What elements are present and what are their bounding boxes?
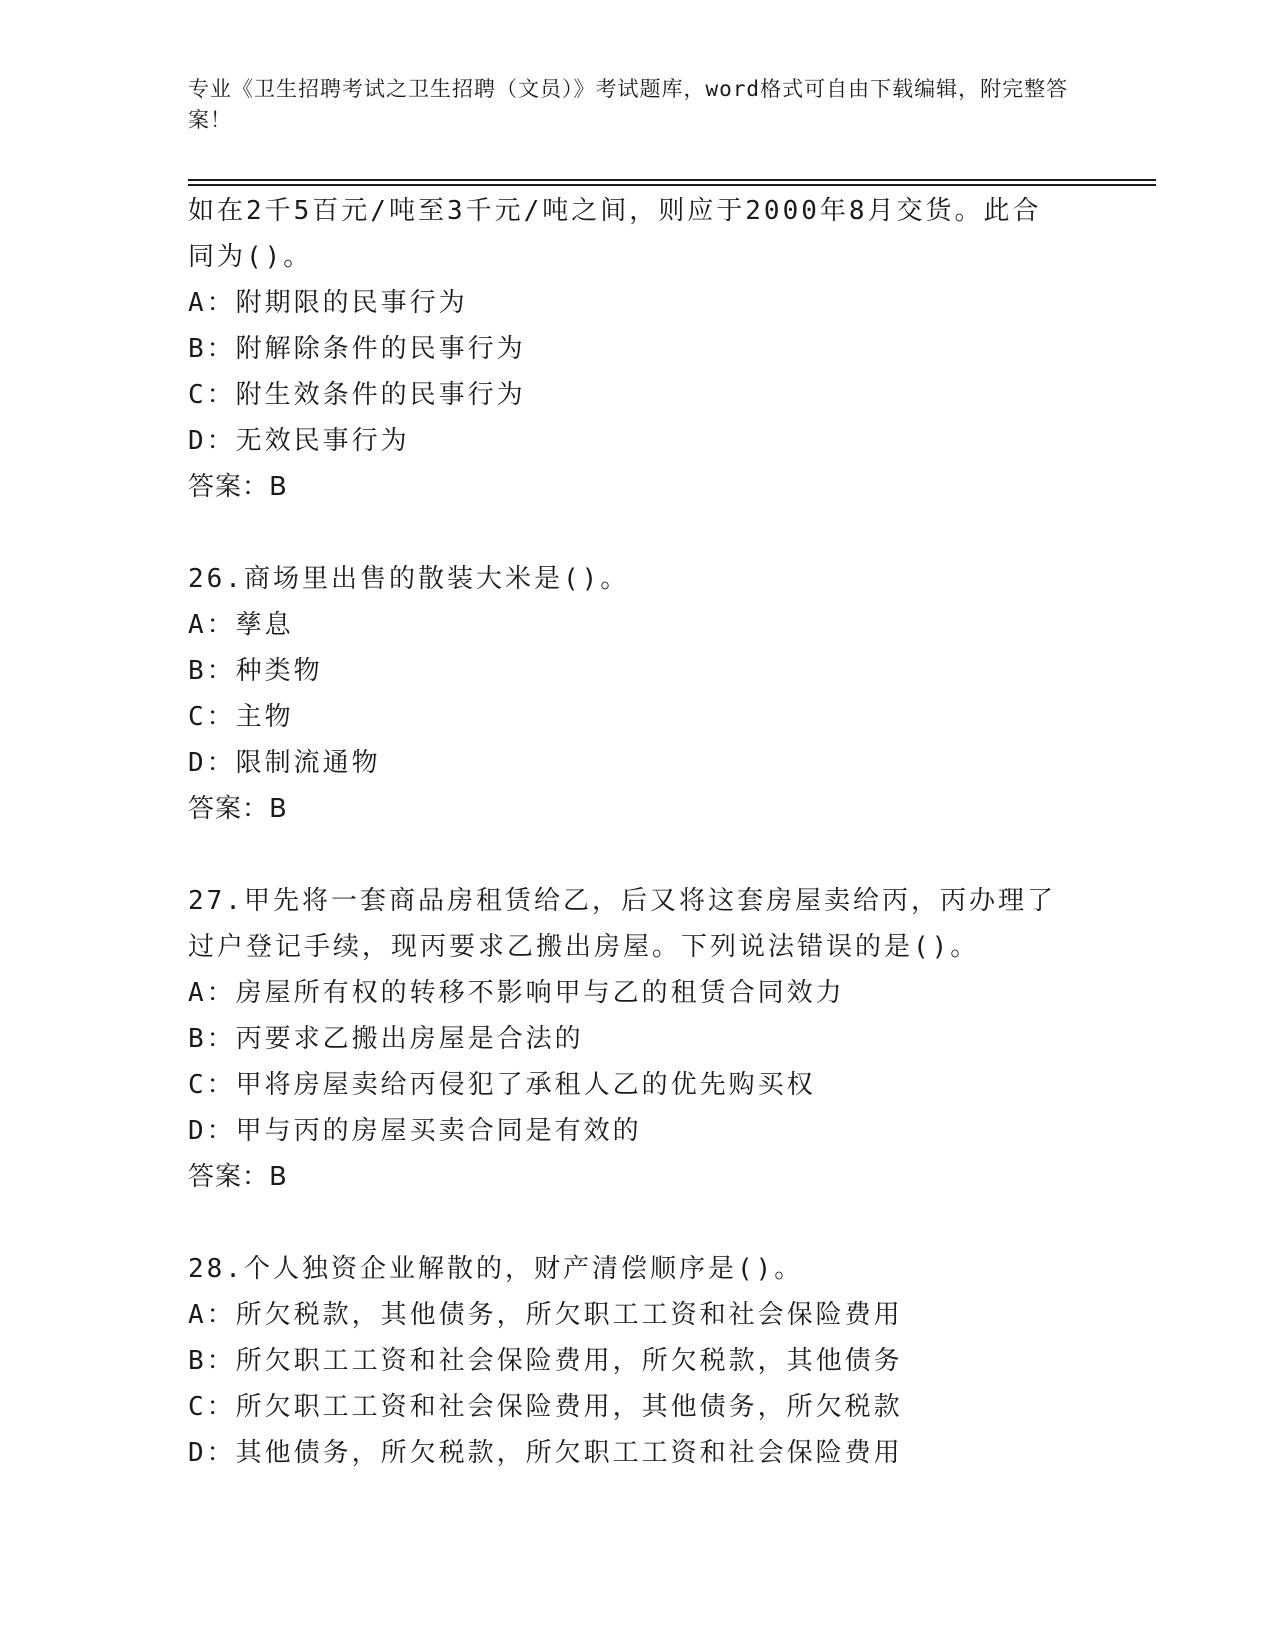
- answer: 答案：B: [188, 1162, 288, 1192]
- question-27: [188, 878, 1088, 1200]
- option-b: B：丙要求乙搬出房屋是合法的: [188, 1024, 584, 1054]
- option-c: C：附生效条件的民事行为: [188, 380, 526, 410]
- option-c: C：甲将房屋卖给丙侵犯了承租人乙的优先购买权: [188, 1070, 816, 1100]
- question-28: [188, 1246, 1088, 1476]
- option-d: D：无效民事行为: [188, 426, 410, 456]
- question-stem: 26.商场里出售的散装大米是()。: [188, 564, 630, 594]
- answer: 答案：B: [188, 472, 288, 502]
- option-d: D：甲与丙的房屋买卖合同是有效的: [188, 1116, 642, 1146]
- option-b: B：种类物: [188, 656, 323, 686]
- question-stem: 28.个人独资企业解散的，财产清偿顺序是()。: [188, 1254, 804, 1284]
- option-d: D：限制流通物: [188, 748, 381, 778]
- option-d: D：其他债务，所欠税款，所欠职工工资和社会保险费用: [188, 1438, 903, 1468]
- header-rule-top: [188, 179, 1156, 181]
- option-a: A：孳息: [188, 610, 294, 640]
- option-a: A：所欠税款，其他债务，所欠职工工资和社会保险费用: [188, 1300, 903, 1330]
- question-26: [188, 556, 1088, 832]
- document-header: 专业《卫生招聘考试之卫生招聘（文员）》考试题库，word格式可自由下载编辑，附完整答案！: [188, 77, 1069, 132]
- question-stem: 27.甲先将一套商品房租赁给乙，后又将这套房屋卖给丙，丙办理了过户登记手续，现丙要求乙搬出房屋。下列说法错误的是()。: [188, 886, 1056, 962]
- option-c: C：所欠职工工资和社会保险费用，其他债务，所欠税款: [188, 1392, 903, 1422]
- option-a: A：附期限的民事行为: [188, 288, 468, 318]
- question-stem: 如在2千5百元/吨至3千元/吨之间，则应于2000年8月交货。此合同为()。: [188, 196, 1042, 272]
- header-rule-bottom: [188, 184, 1156, 186]
- option-c: C：主物: [188, 702, 294, 732]
- option-b: B：附解除条件的民事行为: [188, 334, 526, 364]
- option-a: A：房屋所有权的转移不影响甲与乙的租赁合同效力: [188, 978, 845, 1008]
- question-list: [188, 188, 1088, 1476]
- question-25: [188, 188, 1088, 510]
- answer: 答案：B: [188, 794, 288, 824]
- option-b: B：所欠职工工资和社会保险费用，所欠税款，其他债务: [188, 1346, 903, 1376]
